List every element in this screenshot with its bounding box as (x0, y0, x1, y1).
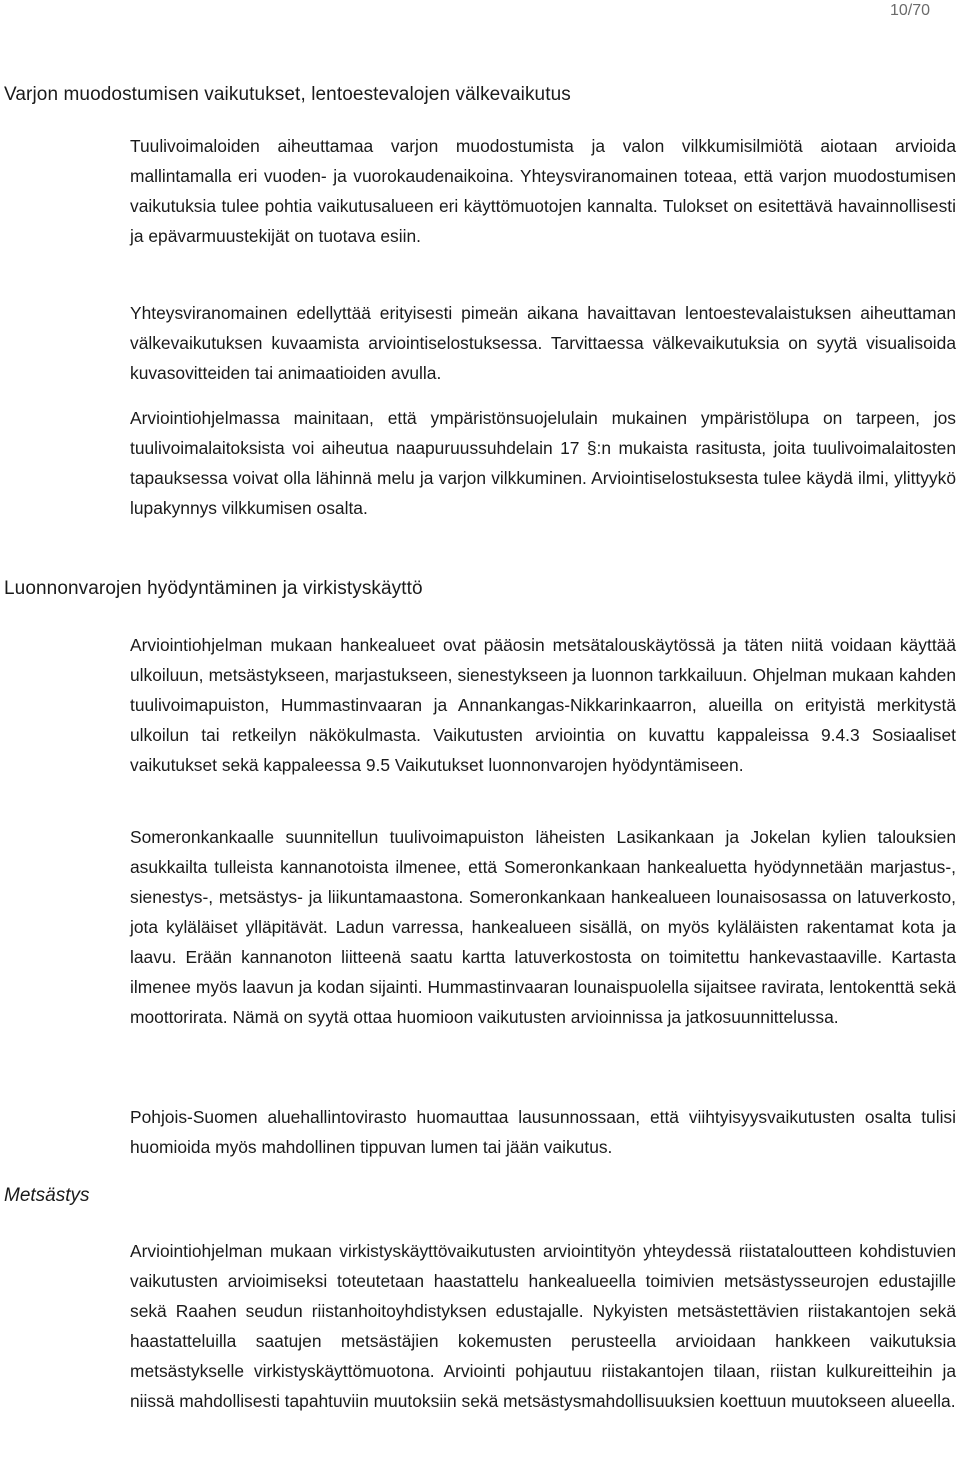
paragraph: Someronkankaalle suunnitellun tuulivoimapuiston läheisten Lasikankaan ja Jokelan kylien talouksien asukkailta tulleista kannanotoista ilmenee, että Someronkankaan hankealuetta hyödynnetään marjastus-, sienestys-, metsästys- ja liikuntamaastona. Someronkankaan hankealueen lounaisosassa on latuverkosto, jota kyläläiset ylläpitävät. Ladun varressa, hankealueen sisällä, on myös kyläläisten rakentamat kota ja laavu. Erään kannanoton liitteenä saatu kartta latuverkostosta on toimitettu hankevastaaville. Kartasta ilmenee myös laavun ja kodan sijainti. Hummastinvaaran lounaispuolella sijaitsee ravirata, lentokenttä sekä moottorirata. Nämä on syytä ottaa huomioon vaikutusten arvioinnissa ja jatkosuunnittelussa. (130, 827, 956, 1027)
paragraph: Arviointiohjelman mukaan hankealueet ovat pääosin metsätalouskäytössä ja täten niitä voidaan käyttää ulkoiluun, metsästykseen, marjastukseen, sienestykseen ja luonnon tarkkailuun. Ohjelman mukaan kahden tuulivoimapuiston, Hummastinvaaran ja Annankangas-Nikkarinkaarron, alueilla on erityistä merkitystä ulkoilun tai retkeilyn näkökulmasta. Vaikutusten arviointia on kuvattu kappaleissa 9.4.3 Sosiaaliset vaikutukset sekä kappaleessa 9.5 Vaikutukset luonnonvarojen hyödyntämiseen. (130, 635, 956, 775)
paragraph: Arviointiohjelman mukaan virkistyskäyttövaikutusten arviointityön yhteydessä riistataloutteen kohdistuvien vaikutusten arvioimiseksi toteutetaan haastattelu hankealueella toimivien metsästysseurojen edustajille sekä Raahen seudun riistanhoitoyhdistyksen edustajalle. Nykyisten metsästettävien riistakantojen sekä haastatteluilla saatujen metsästäjien kokemusten perusteella arvioidaan hankkeen vaikutuksia metsästykselle virkistyskäyttömuotona. Arviointi pohjautuu riistakantojen tilaan, riistan kulkureitteihin ja niissä mahdollisesti tapahtuviin muutoksiin sekä metsästysmahdollisuuksien koettuun muutokseen alueella. (130, 1241, 956, 1411)
paragraph: Yhteysviranomainen edellyttää erityisesti pimeän aikana havaittavan lentoestevalaistuksen aiheuttaman välkevaikutuksen kuvaamista arviointiselostuksessa. Tarvittaessa välkevaikutuksia on syytä visualisoida kuvasovitteiden tai animaatioiden avulla. (130, 303, 956, 383)
paragraph: Tuulivoimaloiden aiheuttamaa varjon muodostumista ja valon vilkkumisilmiötä aiotaan arvioida mallintamalla eri vuoden- ja vuorokaudenaikoina. Yhteysviranomainen toteaa, että varjon muodostumisen vaikutuksia tulee pohtia vaikutusalueen eri käyttömuotojen kannalta. Tulokset on esitettävä havainnollisesti ja epävarmuustekijät on tuotava esiin. (130, 136, 956, 246)
paragraph: Pohjois-Suomen aluehallintovirasto huomauttaa lausunnossaan, että viihtyisyysvaikutusten osalta tulisi huomioida myös mahdollinen tippuvan lumen tai jään vaikutus. (130, 1107, 956, 1157)
page-number: 10/70 (889, 2, 930, 19)
side-label-hunting: Metsästys (4, 1185, 90, 1206)
paragraph: Arviointiohjelmassa mainitaan, että ympäristönsuojelulain mukainen ympäristölupa on tarpeen, jos tuulivoimalaitoksista voi aiheutua naapuruussuhdelain 17 §:n mukaista rasitusta, joita tuulivoimalaitosten tapauksessa voivat olla lähinnä melu ja varjon vilkkuminen. Arviointiselostuksesta tulee käydä ilmi, ylittyykö lupakynnys vilkkumisen osalta. (130, 408, 956, 518)
section-heading-shadow-flicker: Varjon muodostumisen vaikutukset, lentoestevalojen välkevaikutus (4, 84, 571, 105)
section-heading-natural-resources: Luonnonvarojen hyödyntäminen ja virkistyskäyttö (4, 578, 423, 599)
